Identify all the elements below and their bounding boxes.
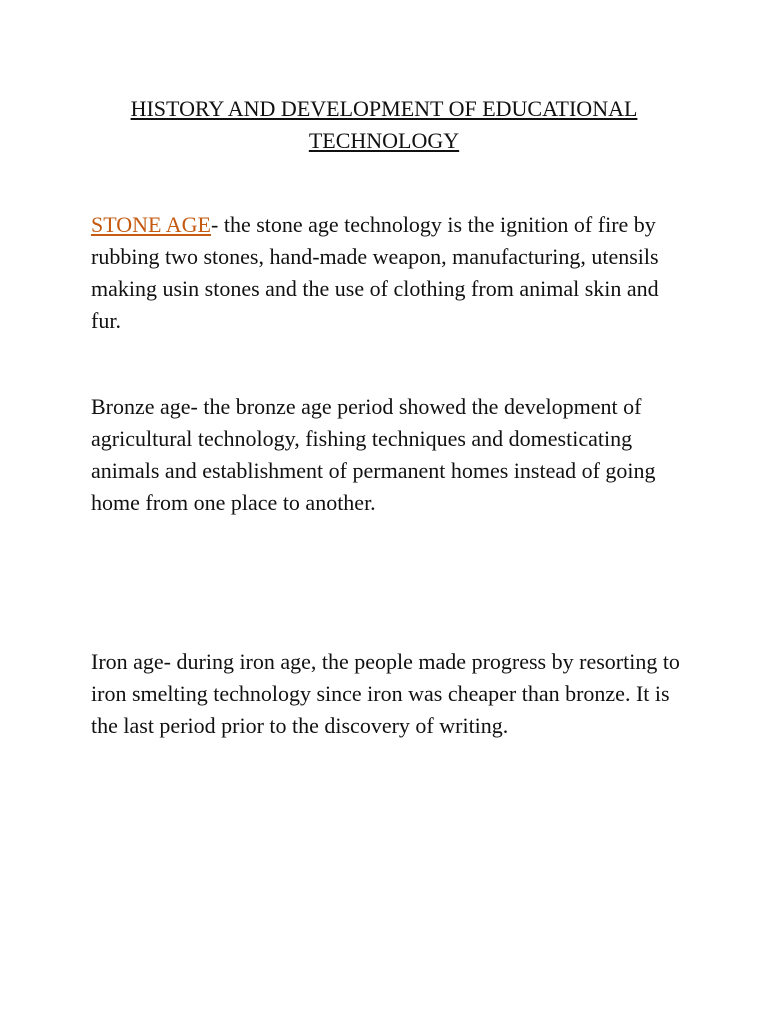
document-title: HISTORY AND DEVELOPMENT OF EDUCATIONAL TECHNOLOGY (130, 96, 638, 153)
section-bronze-age (91, 391, 691, 519)
iron-age-text: Iron age- during iron age, the people made progress by resorting to iron smelting technology since iron was cheaper than bronze. It is the last period prior to the discovery of writing. (91, 649, 680, 738)
stone-age-heading-link[interactable]: STONE AGE (91, 212, 211, 237)
bronze-age-text: Bronze age- the bronze age period showed the development of agricultural technology, fishing techniques and domesticating animals and establishment of permanent homes instead of going home from one place to another. (91, 394, 656, 515)
section-iron-age (91, 646, 691, 742)
stone-age-text: - the stone age technology is the ignition of fire by rubbing two stones, hand-made weapon, manufacturing, utensils making usin stones and the use of clothing from animal skin and fur. (91, 212, 659, 333)
section-stone-age (91, 209, 691, 337)
